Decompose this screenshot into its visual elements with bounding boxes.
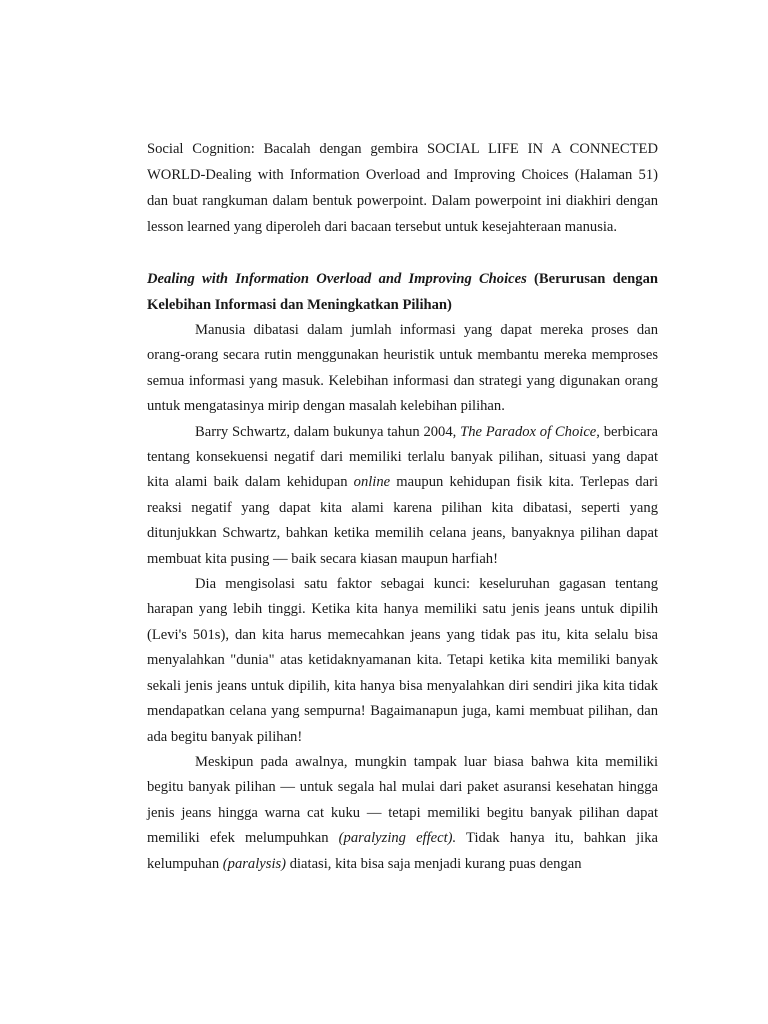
section-heading-english: Dealing with Information Overload and Improving Choices (147, 271, 527, 287)
paragraph-2-part-b: , berbicara tentang konsekuensi negatif dari memiliki terlalu banyak pilihan, situasi yang dapat kita alami baik dalam kehidupan (147, 423, 658, 491)
paragraph-2-part-a: Barry Schwartz, dalam bukunya tahun 2004, (195, 423, 461, 440)
paragraph-4 (147, 750, 658, 877)
paragraph-2 (147, 420, 658, 572)
document-page (147, 136, 658, 877)
paragraph-2-part-c: maupun kehidupan fisik kita. Terlepas dari reaksi negatif yang dapat kita alami karena pilihan kita dibatasi, seperti yang ditunjukkan Schwartz, bahkan ketika memilih celana jeans, banyaknya pilihan dapat membuat kita pusing — baik secara kiasan maupun harfiah! (147, 474, 658, 567)
section-heading-translation: (Berurusan dengan Kelebihan Informasi dan Meningkatkan Pilihan) (147, 271, 658, 313)
assignment-instruction: Social Cognition: Bacalah dengan gembira SOCIAL LIFE IN A CONNECTED WORLD-Dealing with Information Overload and Improving Choices (Halaman 51) dan buat rangkuman dalam bentuk powerpoint. Dalam powerpoint ini diakhiri dengan lesson learned yang diperoleh dari bacaan tersebut untuk kesejahteraan manusia. (147, 141, 658, 235)
term-paralyzing-effect: (paralyzing effect). (338, 830, 457, 847)
paragraph-3: Dia mengisolasi satu faktor sebagai kunci: keseluruhan gagasan tentang harapan yang lebih tinggi. Ketika kita hanya memiliki satu jenis jeans untuk dipilih (Levi's 501s), dan kita harus memecahkan jeans yang tidak pas itu, kita selalu bisa menyalahkan "dunia" atas ketidaknyamanan kita. Tetapi ketika kita memiliki banyak sekali jenis jeans untuk dipilih, kita hanya bisa menyalahkan diri sendiri jika kita tidak mendapatkan celana yang sempurna! Bagaimanapun juga, kami membuat pilihan, dan ada begitu banyak pilihan! (147, 576, 658, 745)
book-title: The Paradox of Choice (460, 423, 597, 440)
section-heading (147, 266, 658, 318)
term-online: online (353, 474, 391, 491)
paragraph-1: Manusia dibatasi dalam jumlah informasi yang dapat mereka proses dan orang-orang secara rutin menggunakan heuristik untuk membantu mereka memproses semua informasi yang masuk. Kelebihan informasi dan strategi yang digunakan orang untuk mengatasinya mirip dengan masalah kelebihan pilihan. (147, 322, 658, 415)
term-paralysis: (paralysis) (222, 855, 287, 872)
paragraph-4-part-c: diatasi, kita bisa saja menjadi kurang puas dengan (286, 855, 582, 872)
paragraph-4-part-b: Tidak hanya itu, bahkan jika kelumpuhan (147, 830, 659, 872)
paragraph-4-part-a: Meskipun pada awalnya, mungkin tampak luar biasa bahwa kita memiliki begitu banyak pilihan — untuk segala hal mulai dari paket asuransi kesehatan hingga jenis jeans hingga warna cat kuku — tetapi memiliki begitu banyak pilihan dapat memiliki efek melumpuhkan (147, 753, 658, 847)
